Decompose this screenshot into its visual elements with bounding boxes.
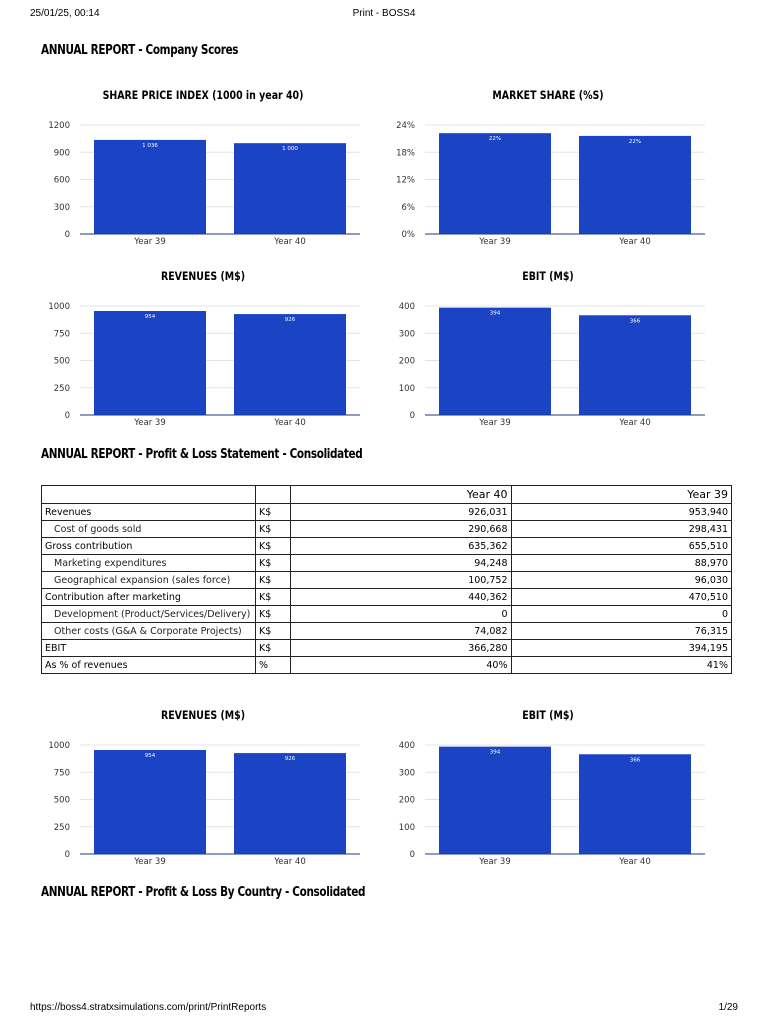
row-year-39: 953,940 [511,504,732,521]
chart-svg [383,269,713,429]
row-label: Marketing expenditures [42,555,256,572]
table-row [42,606,732,623]
bar [234,143,346,234]
table-row [42,640,732,657]
print-footer [0,1000,768,1024]
header-year-39: Year 39 [511,486,732,504]
bar-data-label: 22% [628,138,642,145]
bar [439,308,551,415]
y-tick-label: 900 [53,148,70,159]
row-year-39: 470,510 [511,589,732,606]
chart-ebit [383,269,713,429]
x-tick-label: Year 39 [479,237,511,247]
y-tick-label: 300 [398,768,415,779]
y-tick-label: 1200 [48,121,70,131]
row-year-40: 290,668 [291,521,512,538]
chart-revenues [38,269,368,429]
table-row [42,555,732,572]
y-tick-label: 750 [53,768,70,779]
chart-svg [383,88,713,248]
chart-title: EBIT (M$) [522,708,574,722]
row-year-40: 40% [291,657,512,674]
chart-title: EBIT (M$) [522,269,574,283]
table-row [42,538,732,555]
bar-data-label: 926 [284,756,296,763]
x-tick-label: Year 39 [134,237,166,247]
row-label: As % of revenues [42,657,256,674]
chart-title: MARKET SHARE (%S) [492,88,604,102]
table-row [42,504,732,521]
row-year-39: 96,030 [511,572,732,589]
print-url: https://boss4.stratxsimulations.com/print/PrintReports [30,1002,267,1013]
row-year-39: 41% [511,657,732,674]
y-tick-label: 300 [53,202,70,213]
y-tick-label: 400 [398,302,415,312]
y-tick-label: 750 [53,329,70,340]
bar-data-label: 22% [488,136,502,143]
header-empty-cell [42,486,256,504]
x-tick-label: Year 40 [274,857,306,867]
y-tick-label: 100 [398,383,415,394]
print-datetime: 25/01/25, 00:14 [30,8,100,19]
header-unit-cell [256,486,291,504]
x-tick-label: Year 40 [619,418,651,428]
chart-title: REVENUES (M$) [160,269,246,283]
row-unit: K$ [256,555,291,572]
row-year-40: 366,280 [291,640,512,657]
section-title-pl-statement: ANNUAL REPORT - Profit & Loss Statement - Consolidated [41,446,363,462]
row-year-39: 394,195 [511,640,732,657]
row-unit: K$ [256,606,291,623]
chart-svg [38,269,368,429]
bar-data-label: 366 [629,757,641,764]
table-row [42,623,732,640]
bar-data-label: 954 [144,314,156,321]
row-year-40: 440,362 [291,589,512,606]
print-header [0,0,768,22]
bar-data-label: 926 [284,317,296,324]
row-year-40: 100,752 [291,572,512,589]
row-label: EBIT [42,640,256,657]
row-year-40: 74,082 [291,623,512,640]
x-tick-label: Year 40 [274,418,306,428]
y-tick-label: 0 [64,411,70,421]
row-year-39: 0 [511,606,732,623]
bar [579,136,691,234]
y-tick-label: 1000 [48,741,70,751]
row-label: Cost of goods sold [42,521,256,538]
row-year-39: 298,431 [511,521,732,538]
chart-svg [383,708,713,868]
row-label: Geographical expansion (sales force) [42,572,256,589]
chart-market-share [383,88,713,248]
row-year-39: 88,970 [511,555,732,572]
row-label: Gross contribution [42,538,256,555]
bar [94,311,206,415]
x-tick-label: Year 39 [479,418,511,428]
bar [439,747,551,854]
row-label: Development (Product/Services/Delivery) [42,606,256,623]
row-unit: K$ [256,504,291,521]
table-header-row [42,486,732,504]
print-page-title: Print - BOSS4 [352,8,416,19]
row-year-40: 0 [291,606,512,623]
row-unit: K$ [256,521,291,538]
bar-data-label: 1 036 [142,142,158,149]
bar [234,753,346,854]
x-tick-label: Year 40 [619,237,651,247]
y-tick-label: 24% [396,121,415,131]
pl-statement-table [41,485,732,674]
section-title-company-scores: ANNUAL REPORT - Company Scores [41,42,239,58]
y-tick-label: 18% [396,148,415,159]
y-tick-label: 400 [398,741,415,751]
bar-data-label: 1 000 [282,146,298,153]
row-year-40: 926,031 [291,504,512,521]
y-tick-label: 250 [53,822,70,833]
y-tick-label: 0 [64,230,70,240]
x-tick-label: Year 40 [274,237,306,247]
table-row [42,589,732,606]
row-year-40: 635,362 [291,538,512,555]
row-unit: K$ [256,572,291,589]
table-row [42,657,732,674]
y-tick-label: 250 [53,383,70,394]
y-tick-label: 500 [53,795,70,806]
y-tick-label: 0 [409,850,415,860]
row-year-40: 94,248 [291,555,512,572]
y-tick-label: 600 [53,175,70,186]
y-tick-label: 0 [409,411,415,421]
bar [94,140,206,234]
bar-data-label: 394 [489,749,501,756]
header-year-40: Year 40 [291,486,512,504]
x-tick-label: Year 39 [134,857,166,867]
bar [439,133,551,234]
table-row [42,572,732,589]
bar-data-label: 954 [144,753,156,760]
y-tick-label: 300 [398,329,415,340]
row-unit: % [256,657,291,674]
row-year-39: 76,315 [511,623,732,640]
bar [579,315,691,415]
chart-svg [38,88,368,248]
row-label: Revenues [42,504,256,521]
row-unit: K$ [256,538,291,555]
y-tick-label: 1000 [48,302,70,312]
section-title-pl-country: ANNUAL REPORT - Profit & Loss By Country - Consolidated [41,884,366,900]
x-tick-label: Year 40 [619,857,651,867]
y-tick-label: 500 [53,356,70,367]
y-tick-label: 0 [64,850,70,860]
chart-ebit-2 [383,708,713,868]
x-tick-label: Year 39 [479,857,511,867]
row-unit: K$ [256,623,291,640]
y-tick-label: 6% [401,202,415,213]
bar [234,314,346,415]
y-tick-label: 200 [398,356,415,367]
row-label: Other costs (G&A & Corporate Projects) [42,623,256,640]
row-label: Contribution after marketing [42,589,256,606]
bar-data-label: 366 [629,318,641,325]
bar [94,750,206,854]
row-unit: K$ [256,640,291,657]
chart-svg [38,708,368,868]
table-row [42,521,732,538]
chart-title: REVENUES (M$) [160,708,246,722]
y-tick-label: 100 [398,822,415,833]
y-tick-label: 0% [401,230,415,240]
row-year-39: 655,510 [511,538,732,555]
bar-data-label: 394 [489,310,501,317]
y-tick-label: 200 [398,795,415,806]
y-tick-label: 12% [396,175,415,186]
print-page-number: 1/29 [718,1002,738,1013]
row-unit: K$ [256,589,291,606]
x-tick-label: Year 39 [134,418,166,428]
chart-revenues-2 [38,708,368,868]
chart-share-price-index [38,88,368,248]
bar [579,754,691,854]
chart-title: SHARE PRICE INDEX (1000 in year 40) [102,88,304,102]
